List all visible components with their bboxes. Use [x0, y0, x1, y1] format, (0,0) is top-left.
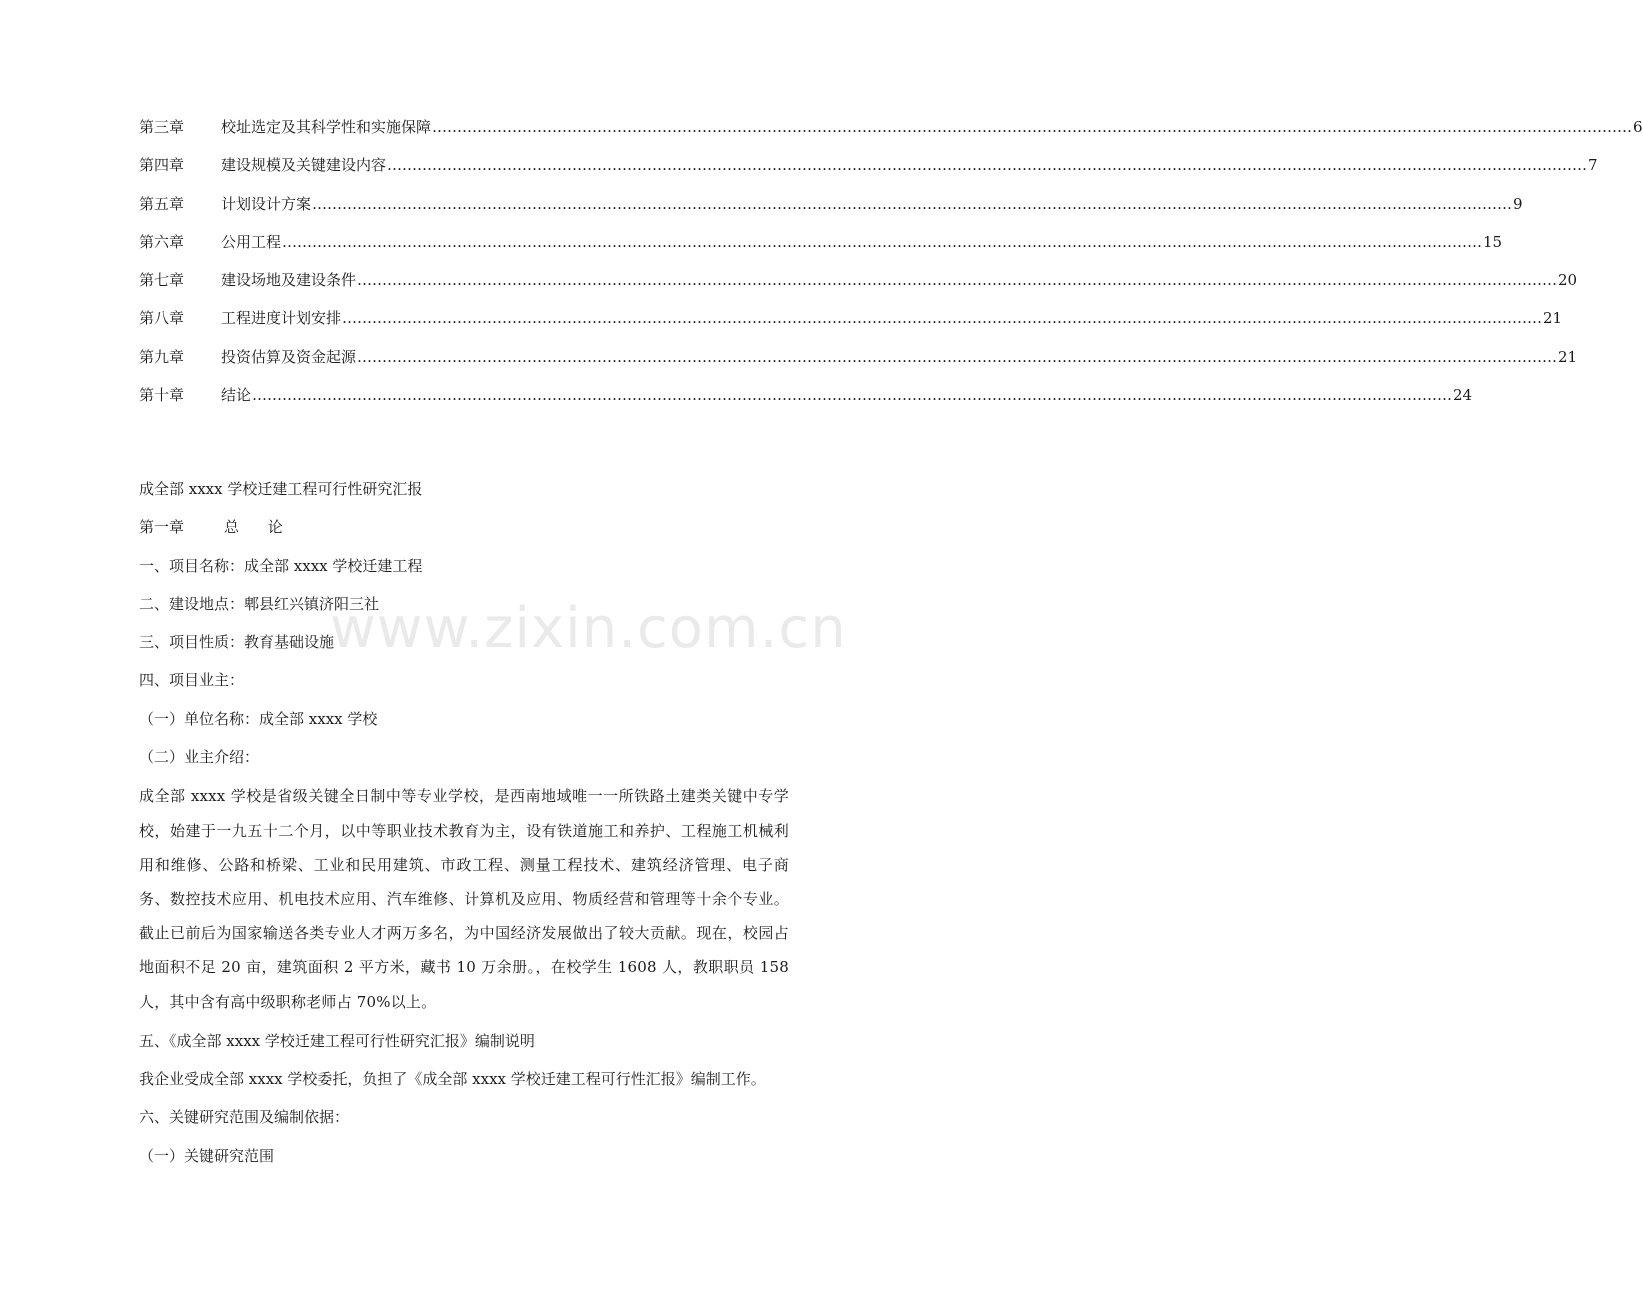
document-body [139, 470, 789, 1175]
toc-title: 公用工程 [221, 232, 282, 251]
toc-leader-dots: …………………………………………………………………………………………………………………………………………………………………………………………………………………… [357, 347, 1558, 366]
toc-row [139, 269, 1578, 307]
toc-chapter: 第五章 [139, 194, 185, 213]
toc-page-number: 7 [1588, 156, 1598, 175]
toc-row [139, 193, 1523, 231]
watermark: www.zixin.com.cn [330, 596, 847, 661]
section-location: 二、建设地点：郫县红兴镇济阳三社 [139, 594, 380, 613]
toc-title: 建设规模及关键建设内容 [221, 156, 387, 175]
toc-leader-dots: …………………………………………………………………………………………………………………………………………………………………………………………………………………… [312, 194, 1513, 213]
toc-row [139, 116, 1643, 154]
toc-chapter: 第六章 [139, 232, 185, 251]
toc-leader-dots: …………………………………………………………………………………………………………………………………………………………………………………………………………………… [282, 232, 1483, 251]
toc-chapter: 第七章 [139, 271, 185, 290]
section-project-name: 一、项目名称：成全部 xxxx 学校迁建工程 [139, 556, 423, 575]
section-owner: 四、项目业主： [139, 671, 245, 690]
toc-chapter: 第十章 [139, 386, 185, 405]
compilation-note-paragraph: 我企业受成全部 xxxx 学校委托，负担了《成全部 xxxx 学校迁建工程可行性汇报》编制工作。 [139, 1070, 766, 1089]
toc-chapter: 第三章 [139, 118, 185, 136]
toc-title: 建设场地及建设条件 [221, 271, 357, 290]
toc-row [139, 384, 1473, 422]
toc-title: 结论 [221, 386, 252, 405]
section-nature: 三、项目性质：教育基础设施 [139, 633, 335, 652]
toc-page-number: 21 [1543, 309, 1563, 328]
toc-page-number: 21 [1558, 347, 1578, 366]
toc-page-number: 24 [1453, 386, 1473, 405]
section-research-scope: 六、关键研究范围及编制依据： [139, 1108, 350, 1127]
toc-title: 投资估算及资金起源 [221, 347, 357, 366]
toc-title: 工程进度计划安排 [221, 309, 342, 328]
toc-page-number: 15 [1483, 232, 1503, 251]
toc-page-number: 9 [1513, 194, 1523, 213]
chapter-label: 第一章 [139, 518, 185, 537]
toc-leader-dots: …………………………………………………………………………………………………………………………………………………………………………………………………………………… [387, 156, 1588, 175]
document-title: 成全部 xxxx 学校迁建工程可行性研究汇报 [139, 480, 423, 498]
chapter-heading [139, 508, 789, 546]
chapter-title: 总 论 [224, 518, 295, 537]
table-of-contents [139, 116, 1643, 422]
toc-leader-dots: …………………………………………………………………………………………………………………………………………………………………………………………………………………… [357, 271, 1558, 290]
toc-chapter: 第四章 [139, 156, 185, 175]
toc-leader-dots: …………………………………………………………………………………………………………………………………………………………………………………………………………………… [252, 386, 1453, 405]
toc-row [139, 307, 1563, 345]
toc-chapter: 第九章 [139, 347, 185, 366]
toc-title: 校址选定及其科学性和实施保障 [221, 118, 432, 136]
toc-page-number: 20 [1558, 271, 1578, 290]
owner-intro-paragraph: 成全部 xxxx 学校是省级关键全日制中等专业学校，是西南地域唯一一所铁路土建类关键中专学校，始建于一九五十二个月，以中等职业技术教育为主，设有铁道施工和养护、工程施工机械利用和维修、公路和桥梁、工业和民用建筑、市政工程、测量工程技术、建筑经济管理、电子商务、数控技术应用、机电技术应用、汽车维修、计算机及应用、物质经营和管理等十余个专业。截止已前后为国家输送各类专业人才两万多名，为中国经济发展做出了较大贡献。现在，校园占地面积不足 20 亩，建筑面积 2 平方米，藏书 10 万余册。，在校学生 1608 人，教职职员 158 人，其中含有高中级职称老师占 70%以上。 [139, 787, 789, 1011]
toc-row [139, 154, 1598, 192]
subsection-unit-name: （一）单位名称：成全部 xxxx 学校 [139, 709, 378, 728]
toc-row [139, 231, 1503, 269]
toc-page-number: 6 [1633, 118, 1643, 136]
subsection-owner-intro: （二）业主介绍： [139, 748, 260, 767]
toc-leader-dots: …………………………………………………………………………………………………………………………………………………………………………………………………………………… [342, 309, 1543, 328]
toc-title: 计划设计方案 [221, 194, 312, 213]
toc-chapter: 第八章 [139, 309, 185, 328]
section-compilation-note: 五、《成全部 xxxx 学校迁建工程可行性研究汇报》编制说明 [139, 1031, 535, 1050]
toc-leader-dots: …………………………………………………………………………………………………………………………………………………………………………………………………………………… [432, 118, 1633, 136]
subsection-research-scope: （一）关键研究范围 [139, 1146, 275, 1165]
toc-row [139, 346, 1578, 384]
